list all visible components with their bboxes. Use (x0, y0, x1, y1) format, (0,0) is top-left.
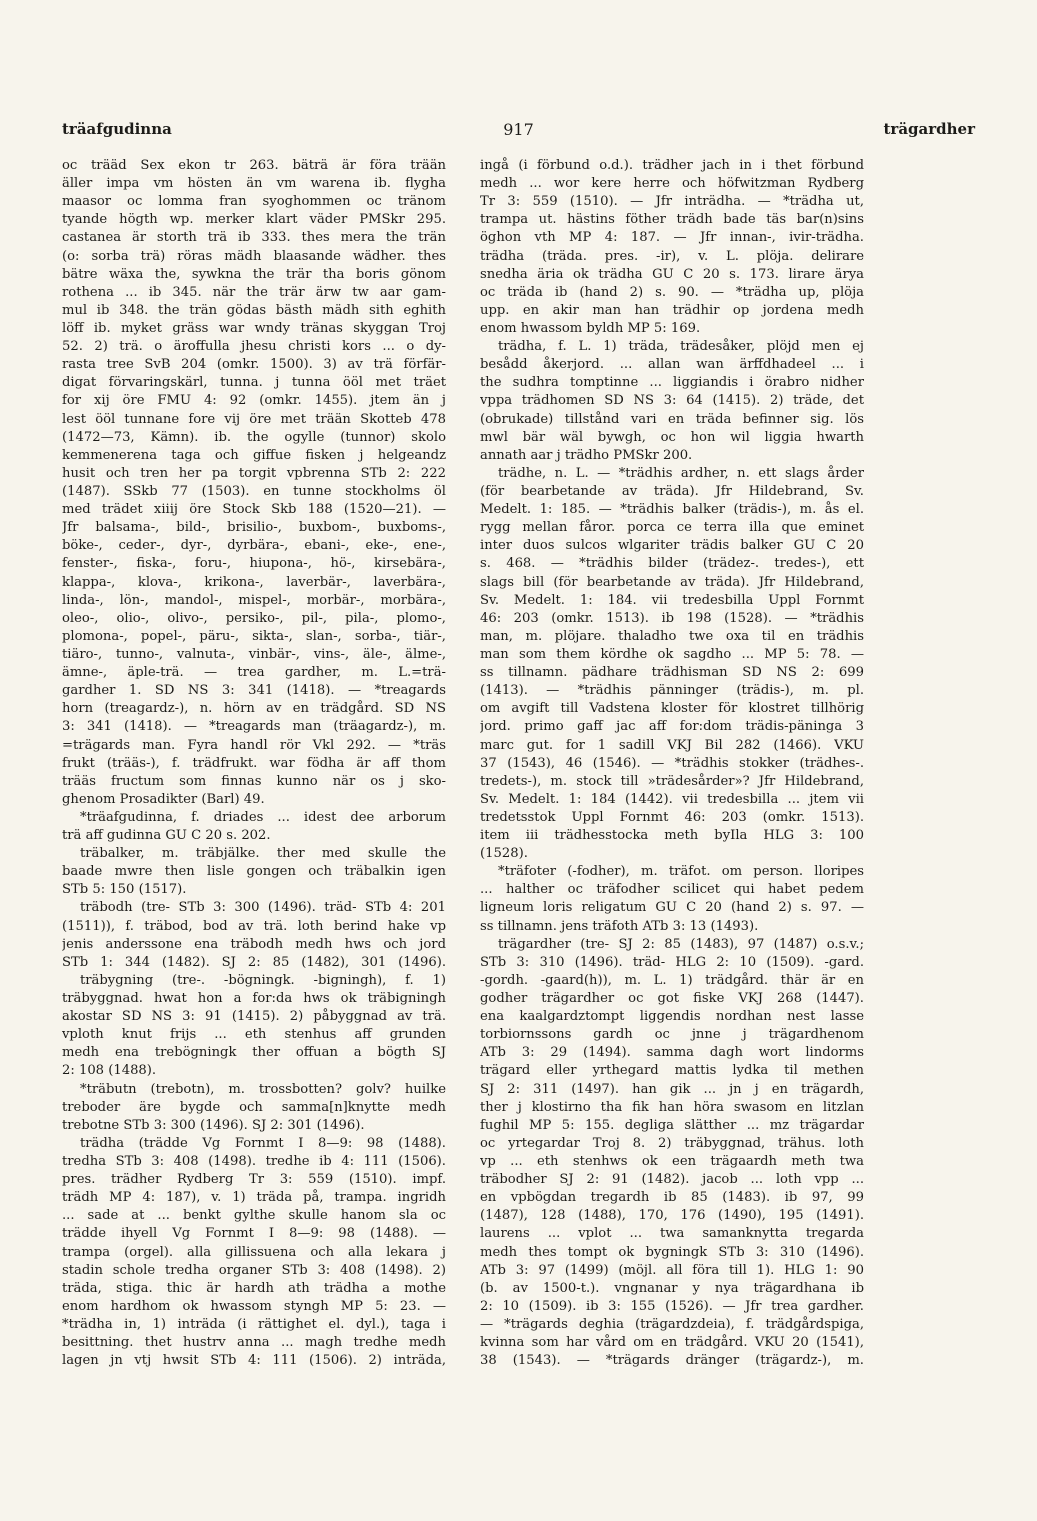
right-column-line: s. 468. — *trädhis bilder (trädez-. tredes-), ett (480, 556, 864, 572)
left-column-line: linda-, lön-, mandol-, mispel-, morbär-, morbära-, (62, 592, 446, 608)
right-column-line: laurens ... vplot ... twa samanknytta tregarda (480, 1226, 864, 1242)
left-column-line: löff ib. myket gräss war wndy tränas skyggan Troj (62, 320, 446, 336)
right-column-line: *träfoter (-fodher), m. träfot. om person. lloripes (498, 864, 864, 880)
left-column-line: tredha STb 3: 408 (1498). tredhe ib 4: 111 (1506). (62, 1154, 446, 1170)
right-column-line: träbodher SJ 2: 91 (1482). jacob ... loth vpp ... (480, 1172, 864, 1188)
left-column-line: klappa-, klova-, krikona-, laverbär-, laverbära-, (62, 574, 446, 590)
left-column-line: trebotne STb 3: 300 (1496). SJ 2: 301 (1496). (62, 1117, 365, 1133)
right-column-line: Sv. Medelt. 1: 184 (1442). vii tredesbilla ... jtem vii (480, 791, 864, 807)
right-column-line: (1528). (480, 846, 528, 862)
right-column-line: ther j klostirno tha fik han höra swasom en litzlan (480, 1099, 864, 1115)
left-column-line: ghenom Prosadikter (Barl) 49. (62, 791, 265, 807)
right-column-line: (för bearbetande av träda). Jfr Hildebrand, Sv. (480, 483, 864, 499)
right-column-line: rygg mellan fåror. porca ce terra illa que eminet (480, 520, 864, 536)
left-column-line: (1472—73, Kämn). ib. the ogylle (tunnor) skolo (62, 429, 446, 445)
right-column-line: om avgift till Vadstena kloster för klostret tillhörig (480, 701, 864, 717)
right-column-line: Tr 3: 559 (1510). — Jfr inträdha. — *trädha ut, (480, 194, 864, 210)
left-column-line: tiäro-, tunno-, valnuta-, vinbär-, vins-, äle-, älme-, (62, 646, 446, 662)
right-column-line: trädha (träda. pres. -ir), v. L. plöja. delirare (480, 248, 864, 264)
right-column-line: ATb 3: 97 (1499) (möjl. all föra till 1). HLG 1: 90 (480, 1262, 864, 1278)
right-column-line: man, m. plöjare. thaladho twe oxa til en trädhis (480, 628, 864, 644)
left-column-line: gardher 1. SD NS 3: 341 (1418). — *treagards (62, 683, 446, 699)
left-column-line: bätre wäxa the, sywkna the trär tha boris gönom (62, 266, 446, 282)
right-column-line: (obrukade) tillstånd vari en träda befinner sig. lös (480, 411, 864, 427)
left-column-line: =trägards man. Fyra handl rör Vkl 292. — *träs (62, 737, 446, 753)
left-column (62, 157, 446, 1370)
left-column-line: trääs fructum som finnas kunno när os j sko- (62, 773, 446, 789)
left-column-line: plomona-, popel-, päru-, sikta-, slan-, sorba-, tiär-, (62, 628, 446, 644)
right-column-line: medh thes tompt ok bygningk STb 3: 310 (1496). (480, 1244, 864, 1260)
left-column-line: träda, stiga. thic är hardh ath trädha a mothe (62, 1280, 446, 1296)
left-column-line: oc trääd Sex ekon tr 263. bäträ är föra trään (62, 158, 446, 173)
left-column-line: träbyggnad. hwat hon a for:da hws ok träbigningh (62, 991, 446, 1007)
left-column-line: 52. 2) trä. o äroffulla jhesu christi kors ... o dy- (62, 339, 446, 355)
right-column-line: the sudhra tomptinne ... liggiandis i örabro nidher (480, 375, 864, 391)
left-column-line: (o: sorba trä) röras mädh blaasande wädher. thes (62, 248, 446, 264)
left-column-line: lagen jn vtj hwsit STb 4: 111 (1506). 2) inträda, (62, 1353, 446, 1369)
right-column-line: ss tillnamn. jens träfoth ATb 3: 13 (1493). (480, 918, 759, 934)
right-column-line: besådd åkerjord. ... allan wan ärffdhadeel ... i (480, 357, 864, 373)
right-column-line: trädha, f. L. 1) träda, trädesåker, plöjd men ej (498, 339, 864, 355)
left-column-line: for xij öre FMU 4: 92 (omkr. 1455). jtem än j (62, 393, 446, 409)
right-column-line: Sv. Medelt. 1: 184. vii tredesbilla Uppl Fornmt (480, 592, 864, 608)
left-column-line: träbodh (tre- STb 3: 300 (1496). träd- STb 4: 201 (80, 900, 446, 916)
left-column-line: baade mwre then lisle gongen och träbalkin igen (62, 864, 446, 880)
right-column-line: STb 3: 310 (1496). träd- HLG 2: 10 (1509). -gard. (480, 954, 864, 970)
left-column-line: oleo-, olio-, olivo-, persiko-, pil-, pila-, plomo-, (62, 610, 446, 626)
right-column-line: medh ... wor kere herre och höfwitzman Rydberg (480, 176, 864, 192)
right-column-line: trädhe, n. L. — *trädhis ardher, n. ett slags årder (498, 465, 864, 481)
right-column-line: kvinna som har vård om en trädgård. VKU 20 (1541), (480, 1335, 864, 1351)
left-column-line: medh ena trebögningk ther offuan a bögth SJ (62, 1045, 446, 1061)
right-column-line: torbiornssons gardh oc jnne j trägardhenom (480, 1027, 864, 1043)
left-column-line: ämne-, äple-trä. — trea gardher, m. L.=trä- (62, 665, 446, 681)
left-column-line: enom hardhom ok hwassom styngh MP 5: 23. — (62, 1298, 446, 1314)
left-column-line: trädha (trädde Vg Fornmt I 8—9: 98 (1488). (80, 1135, 446, 1151)
right-column-line: ena kaalgardztompt liggendis nordhan nest lasse (480, 1009, 864, 1025)
header-left-guide-word: träafgudinna (62, 120, 172, 138)
left-column-line: *träafgudinna, f. driades ... idest dee arborum (80, 809, 446, 825)
left-column-line: trä aff gudinna GU C 20 s. 202. (62, 828, 271, 844)
right-column-line: item iii trädhesstocka meth byIla HLG 3: 100 (480, 828, 864, 844)
right-column-line: SJ 2: 311 (1497). han gik ... jn j en trägardh, (480, 1081, 864, 1097)
left-column-line: trädde ihyell Vg Fornmt I 8—9: 98 (1488). — (62, 1226, 446, 1242)
header-right-guide-word: trägardher (883, 120, 975, 138)
right-column-line: (1487), 128 (1488), 170, 176 (1490), 195 (1491). (480, 1208, 864, 1224)
left-column-line: jenis anderssone ena träbodh medh hws och jord (62, 936, 446, 952)
right-column-line: vppa trädhomen SD NS 3: 64 (1415). 2) träde, det (480, 393, 864, 409)
right-column-line: inter duos sulcos wlgariter trädis balker GU C 20 (480, 538, 864, 554)
right-column-line: annath aar j trädho PMSkr 200. (480, 447, 693, 463)
right-column-line: ligneum loris religatum GU C 20 (hand 2) s. 97. — (480, 900, 864, 916)
right-column-line: 38 (1543). — *trägards dränger (trägardz-), m. (480, 1353, 864, 1369)
right-column-line: oc träda ib (hand 2) s. 90. — *trädha up, plöja (480, 284, 864, 300)
page-number: 917 (503, 120, 534, 139)
left-column-line: digat förvaringskärl, tunna. j tunna ööl met träet (62, 375, 446, 391)
left-column-line: vploth knut frijs ... eth stenhus aff grunden (62, 1027, 446, 1043)
left-column-line: kemmenerena taga och giffue fisken j helgeandz (62, 447, 446, 463)
left-column-line: frukt (trääs-), f. trädfrukt. war födha är aff thom (62, 755, 446, 771)
left-column-line: trampa (orgel). alla gillissuena och alla lekara j (62, 1244, 446, 1260)
right-column-line: — *trägards deghia (trägardzdeia), f. trädgårdspiga, (480, 1317, 864, 1332)
left-column-line: (1511)), f. träbod, bod av trä. loth berind hake vp (62, 918, 446, 934)
right-column-line: 37 (1543), 46 (1546). — *trädhis stokker (trädhes-. (480, 755, 864, 771)
left-column-line: stadin schole tredha organer STb 3: 408 (1498). 2) (62, 1262, 446, 1278)
right-column-line: mwl bär wäl bywgh, oc hon wil liggia hwarth (480, 429, 864, 445)
left-column-line: lest ööl tunnane fore vij öre met trään Skotteb 478 (62, 411, 446, 427)
right-column-line: trampa ut. hästins föther trädh bade täs bar(n)sins (480, 212, 864, 228)
left-column-line: castanea är storth trä ib 333. thes mera the trän (62, 230, 446, 246)
left-column-line: akostar SD NS 3: 91 (1415). 2) påbyggnad av trä. (62, 1009, 446, 1025)
left-column-line: trädh MP 4: 187), v. 1) träda på, trampa. ingridh (62, 1190, 446, 1206)
left-column-line: horn (treagardz-), n. hörn av en trädgård. SD NS (62, 701, 446, 717)
left-column-line: böke-, ceder-, dyr-, dyrbära-, ebani-, eke-, ene-, (62, 538, 446, 554)
right-column-line: jord. primo gaff jac aff for:dom trädis-päninga 3 (480, 719, 864, 735)
left-column-line: *träbutn (trebotn), m. trossbotten? golv? huilke (80, 1081, 446, 1097)
right-column-line: man som them kördhe ok sagdho ... MP 5: 78. — (480, 646, 864, 662)
left-column-line: husit och tren her pa torgit vpbrenna STb 2: 222 (62, 465, 446, 481)
left-column-line: *trädha in, 1) inträda (i rättighet el. dyl.), taga i (62, 1317, 446, 1332)
left-column-line: träbygning (tre-. -bögningk. -bigningh), f. 1) (80, 972, 446, 988)
left-column-line: rothena ... ib 345. när the trär ärw tw aar gam- (62, 284, 446, 300)
right-column-line: en vpbögdan tregardh ib 85 (1483). ib 97, 99 (480, 1190, 864, 1206)
left-column-line: äller impa vm hösten än vm warena ib. flygha (62, 176, 446, 192)
left-column-line: 3: 341 (1418). — *treagards man (träagardz-), m. (62, 719, 446, 735)
right-column-line: Medelt. 1: 185. — *trädhis balker (trädis-), m. ås el. (480, 502, 864, 518)
right-column-line: tredets-), m. stock till »trädesårder»? Jfr Hildebrand, (480, 773, 864, 789)
right-column-line: ss tillnamn. pädhare trädhisman SD NS 2: 699 (480, 665, 864, 681)
right-column-line: upp. en akir man han trädhir op jordena medh (480, 302, 864, 318)
right-column-line: 2: 10 (1509). ib 3: 155 (1526). — Jfr trea gardher. (480, 1298, 864, 1314)
left-column-line: Jfr balsama-, bild-, brisilio-, buxbom-, buxboms-, (62, 520, 446, 536)
right-column-line: ATb 3: 29 (1494). samma dagh wort lindorms (480, 1045, 864, 1061)
left-column-line: (1487). SSkb 77 (1503). en tunne stockholms öl (62, 483, 446, 499)
right-column-line: öghon vth MP 4: 187. — Jfr innan-, ivir-trädha. (480, 230, 864, 246)
right-column-line: (1413). — *trädhis pänninger (trädis-), m. pl. (480, 683, 864, 699)
left-column-line: treboder äre bygde och samma[n]knytte medh (62, 1099, 446, 1115)
right-column-line: slags bill (för bearbetande av träda). Jfr Hildebrand, (480, 574, 864, 590)
running-header (62, 120, 975, 144)
left-column-line: mul ib 348. the trän gödas bästh mädh sith eghith (62, 302, 446, 318)
left-column-line: träbalker, m. träbjälke. ther med skulle the (80, 846, 446, 862)
right-column-line: marc gut. for 1 sadill VKJ Bil 282 (1466). VKU (480, 737, 864, 753)
right-column-line: (b. av 1500-t.). vngnanar y nya trägardhana ib (480, 1280, 864, 1296)
right-column (480, 157, 864, 1370)
right-column-line: ... halther oc träfodher scilicet qui habet pedem (480, 882, 864, 898)
right-column-line: ingå (i förbund o.d.). trädher jach in i thet förbund (480, 158, 864, 173)
right-column-line: trägardher (tre- SJ 2: 85 (1483), 97 (1487) o.s.v.; (498, 936, 864, 952)
left-column-line: besittning. thet hustrv anna ... magh tredhe medh (62, 1335, 446, 1351)
right-column-line: -gordh. -gaard(h)), m. L. 1) trädgård. thär är en (480, 972, 864, 988)
left-column-line: STb 1: 344 (1482). SJ 2: 85 (1482), 301 (1496). (62, 954, 446, 970)
left-column-line: pres. trädher Rydberg Tr 3: 559 (1510). impf. (62, 1172, 446, 1188)
right-column-line: tredetsstok Uppl Fornmt 46: 203 (omkr. 1513). (480, 809, 864, 825)
left-column-line: ... sade at ... benkt gylthe skulle hanom sla oc (62, 1208, 446, 1224)
left-column-line: tyande högth wp. merker klart väder PMSkr 295. (62, 212, 446, 228)
right-column-line: godher trägardher oc got fiske VKJ 268 (1447). (480, 991, 864, 1007)
right-column-line: trägard eller yrthegard mattis lydka til methen (480, 1063, 864, 1079)
right-column-line: oc yrtegardar Troj 8. 2) träbyggnad, trähus. loth (480, 1135, 864, 1151)
right-column-line: snedha äria ok trädha GU C 20 s. 173. lirare ärya (480, 266, 864, 282)
right-column-line: 46: 203 (omkr. 1513). ib 198 (1528). — *trädhis (480, 610, 864, 626)
right-column-line: enom hwassom byldh MP 5: 169. (480, 320, 701, 336)
left-column-line: 2: 108 (1488). (62, 1063, 157, 1079)
right-column-line: fughil MP 5: 155. degliga slätther ... mz trägardar (480, 1117, 864, 1133)
left-column-line: med trädet xiiij öre Stock Skb 188 (1520—21). — (62, 502, 446, 518)
left-column-line: maasor oc lomma fran syoghommen oc tränom (62, 194, 446, 210)
left-column-line: fenster-, fiska-, foru-, hiupona-, hö-, kirsebära-, (62, 556, 446, 572)
left-column-line: STb 5: 150 (1517). (62, 882, 187, 898)
right-column-line: vp ... eth stenhws ok een trägaardh meth twa (480, 1154, 864, 1170)
left-column-line: rasta tree SvB 204 (omkr. 1500). 3) av trä förfär- (62, 357, 446, 373)
